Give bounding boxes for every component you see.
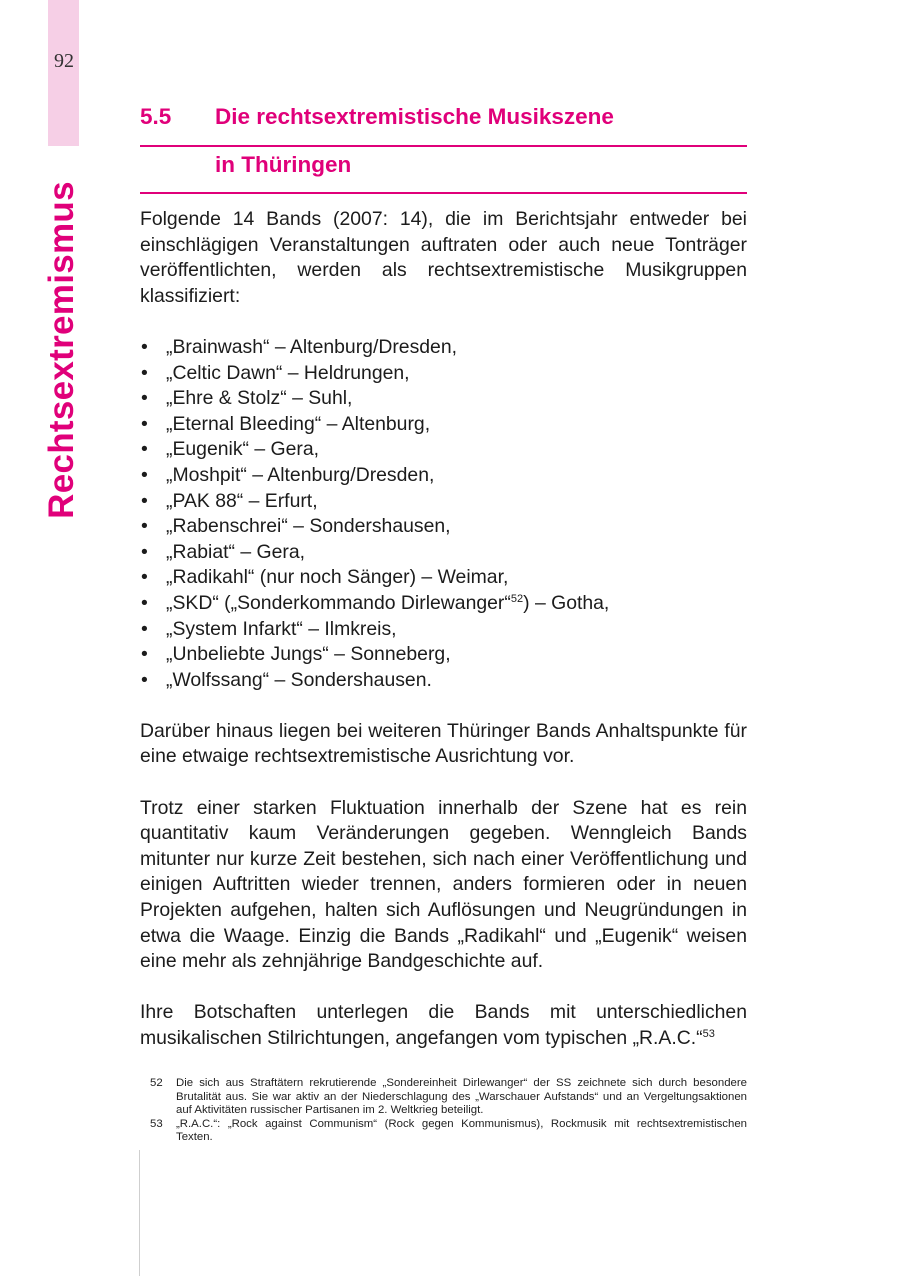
footnote-ref-52[interactable]: 52 xyxy=(510,592,524,605)
section-title-line2: in Thüringen xyxy=(215,152,352,177)
list-item: • „Rabiat“ – Gera, xyxy=(140,540,747,566)
heading-rule-bottom xyxy=(140,192,747,194)
list-item: • „System Infarkt“ – Ilmkreis, xyxy=(140,617,747,643)
bullet-icon: • xyxy=(141,438,148,461)
paragraph-messages: Ihre Botschaften unterlegen die Bands mit unterschiedlichen musikalischen Stilrichtungen, angefangen vom typischen „R.A.C.“$^{53}$ xyxy=(140,1001,747,1049)
footnotes xyxy=(150,1077,747,1145)
section-title-line1: Die rechtsextremistische Musikszene xyxy=(215,104,614,129)
bullet-icon: • xyxy=(141,387,148,410)
bullet-icon: • xyxy=(141,643,148,666)
footnote-number: 53 xyxy=(150,1117,163,1130)
footnote-53 xyxy=(150,1118,747,1145)
bullet-icon: • xyxy=(141,617,148,640)
section-heading-continued xyxy=(140,152,747,182)
footnote-number: 52 xyxy=(150,1077,163,1089)
bullet-icon: • xyxy=(141,591,148,614)
paragraph-indicators: Darüber hinaus liegen bei weiteren Thüringer Bands Anhaltspunkte für eine etwaige rechtsextremistische Ausrichtung vor. xyxy=(140,719,747,768)
list-item: • „Celtic Dawn“ – Heldrungen, xyxy=(140,361,747,387)
list-item: • „Wolfssang“ – Sondershausen. xyxy=(140,668,747,694)
bullet-icon: • xyxy=(141,540,148,563)
side-color-strip xyxy=(48,0,79,146)
list-item: • „SKD“ („Sonderkommando Dirlewanger“$^{52}$) – Gotha, xyxy=(140,591,747,617)
list-item: • „Eternal Bleeding“ – Altenburg, xyxy=(140,412,747,438)
list-item: • „Rabenschrei“ – Sondershausen, xyxy=(140,514,747,540)
bullet-icon: • xyxy=(141,335,148,358)
intro-paragraph: Folgende 14 Bands (2007: 14), die im Berichtsjahr entweder bei einschlägigen Veranstaltungen auftraten oder auch neue Tonträger veröffentlichten, werden als rechtsextremistische Musikgruppen klassifiziert: xyxy=(140,208,747,307)
page-number: 92 xyxy=(54,50,74,72)
band-list xyxy=(140,335,747,693)
side-title: Rechtsextremismus xyxy=(42,181,81,519)
section-heading xyxy=(140,104,747,134)
footnote-52 xyxy=(150,1077,747,1118)
bullet-icon: • xyxy=(141,515,148,538)
bullet-icon: • xyxy=(141,566,148,589)
list-item: • „Brainwash“ – Altenburg/Dresden, xyxy=(140,335,747,361)
bullet-icon: • xyxy=(141,489,148,512)
list-item: • „Unbeliebte Jungs“ – Sonneberg, xyxy=(140,642,747,668)
bullet-icon: • xyxy=(141,412,148,435)
bullet-icon: • xyxy=(141,463,148,486)
list-item: • „Moshpit“ – Altenburg/Dresden, xyxy=(140,463,747,489)
list-item: • „Radikahl“ (nur noch Sänger) – Weimar, xyxy=(140,565,747,591)
list-item: • „Ehre & Stolz“ – Suhl, xyxy=(140,386,747,412)
list-item: • „PAK 88“ – Erfurt, xyxy=(140,489,747,515)
footnote-text: „R.A.C.“: „Rock against Communism“ (Rock gegen Kommunismus), Rockmusik mit rechtsextremistischen Texten. xyxy=(176,1117,747,1144)
heading-rule-top xyxy=(140,145,747,147)
footnote-ref-53[interactable]: 53 xyxy=(702,1028,715,1040)
footnote-text: Die sich aus Straftätern rekrutierende „Sondereinheit Dirlewanger“ der SS zeichnete sich durch besondere Brutalität aus. Sie war aktiv an der Niederschlagung des „Warschauer Aufstands“ und an Vergeltungsaktionen auf Aktivitäten russischer Partisanen im 2. Weltkrieg beteiligt. xyxy=(176,1077,747,1117)
margin-rule xyxy=(139,1150,140,1276)
bullet-icon: • xyxy=(141,361,148,384)
section-number: 5.5 xyxy=(140,104,172,129)
list-item: • „Eugenik“ – Gera, xyxy=(140,437,747,463)
bullet-icon: • xyxy=(141,668,148,691)
paragraph-fluctuation: Trotz einer starken Fluktuation innerhalb der Szene hat es rein quantitativ kaum Veränderungen gegeben. Wenngleich Bands mitunter nur kurze Zeit bestehen, sich nach einer Veröffentlichung und einigen Auftritten wieder trennen, anders formieren oder in neuen Projekten aufgehen, halten sich Auflösungen und Neugründungen in etwa die Waage. Einzig die Bands „Radikahl“ und „Eugenik“ weisen eine mehr als zehnjährige Bandgeschichte auf. xyxy=(140,796,747,973)
body-text xyxy=(140,207,747,1077)
